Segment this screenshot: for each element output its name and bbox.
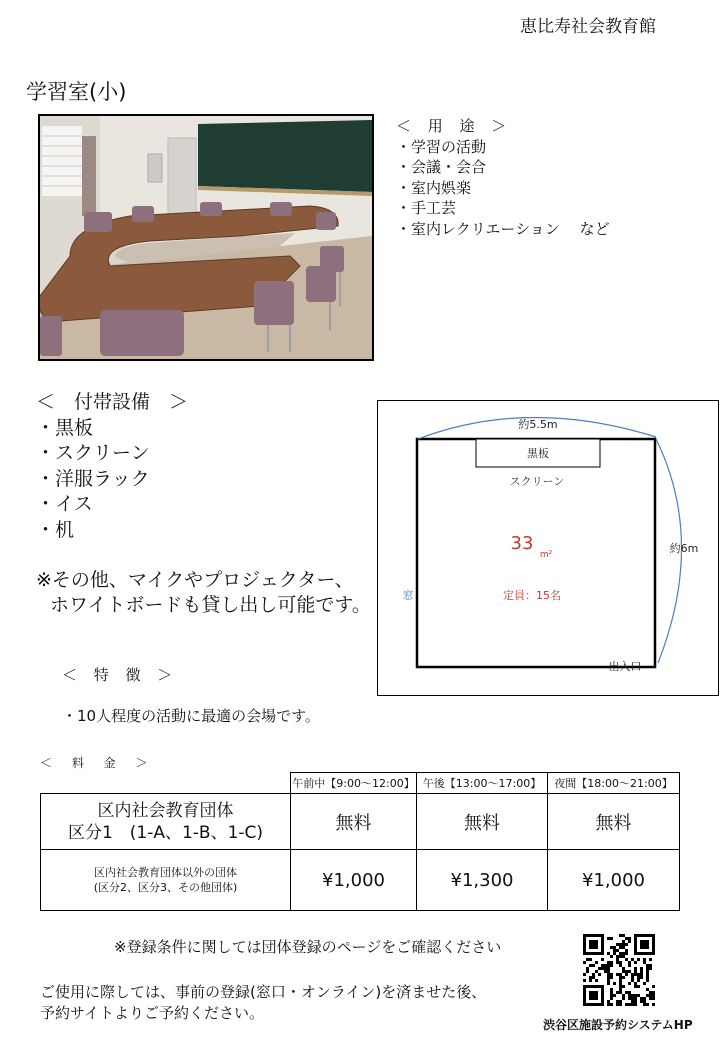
fees-group-line1: 区内社会教育団体以外の団体 bbox=[94, 866, 237, 879]
capacity-label: 定員：15名 bbox=[503, 589, 561, 602]
equipment-section bbox=[36, 390, 188, 543]
window-label: 窓 bbox=[402, 589, 414, 602]
floor-plan bbox=[377, 400, 719, 696]
features-item: ・10人程度の活動に最適の会場です。 bbox=[62, 707, 320, 725]
uses-item: ・会議・会合 bbox=[396, 158, 487, 176]
area-unit: m² bbox=[539, 550, 553, 560]
fees-group-line2: 区分1 (1-A、1-B、1-C) bbox=[67, 822, 264, 843]
fees-heading: ＜ 料 金 ＞ bbox=[40, 756, 156, 770]
floor-plan-diagram bbox=[378, 401, 718, 695]
fees-price-cell: 無料 bbox=[548, 794, 680, 850]
qr-code[interactable] bbox=[583, 934, 655, 1006]
uses-heading: ＜ 用 途 ＞ bbox=[396, 117, 513, 135]
room-outline bbox=[417, 439, 655, 667]
equipment-item: ・机 bbox=[36, 518, 75, 541]
room-photo-illustration bbox=[40, 116, 372, 359]
qr-code-graphic bbox=[583, 934, 655, 1006]
fees-col-evening: 夜間【18:00～21:00】 bbox=[548, 773, 680, 794]
screen-label: スクリーン bbox=[509, 475, 565, 488]
fees-group-line1: 区内社会教育団体 bbox=[97, 800, 234, 821]
uses-item: ・学習の活動 bbox=[396, 137, 487, 156]
reservation-system-link[interactable]: 渋谷区施設予約システムHP bbox=[543, 1018, 693, 1032]
fees-col-morning: 午前中【9:00～12:00】 bbox=[291, 773, 417, 794]
area-value: 33 bbox=[510, 533, 534, 554]
fees-price-cell: ¥1,000 bbox=[548, 850, 680, 911]
usage-note bbox=[40, 982, 486, 1023]
fees-table-corner bbox=[41, 773, 291, 794]
fees-table bbox=[40, 772, 680, 911]
fees-group-line2: (区分2、区分3、その他団体) bbox=[93, 881, 238, 894]
rental-note-line2: ホワイトボードも貸し出し可能です。 bbox=[50, 594, 371, 616]
fees-col-afternoon: 午後【13:00～17:00】 bbox=[417, 773, 548, 794]
uses-item: ・室内娯楽 bbox=[396, 178, 472, 197]
fees-price-cell: ¥1,000 bbox=[291, 850, 417, 911]
fees-price-cell: 無料 bbox=[417, 794, 548, 850]
rental-note-line1: ※その他、マイクやプロジェクター、 bbox=[36, 569, 354, 591]
table-row bbox=[41, 794, 680, 850]
uses-section bbox=[396, 116, 610, 239]
fees-group-cell bbox=[41, 850, 291, 911]
uses-item: ・手工芸 bbox=[396, 199, 457, 217]
fees-price-cell: ¥1,300 bbox=[417, 850, 548, 911]
usage-line1: ご使用に際しては、事前の登録(窓口・オンライン)を済ませた後、 bbox=[40, 983, 487, 1001]
entrance-label: 出入口 bbox=[608, 660, 642, 673]
room-photo bbox=[38, 114, 374, 361]
equipment-heading: ＜ 付帯設備 ＞ bbox=[36, 391, 189, 413]
uses-item: ・室内レクリエーション など bbox=[396, 219, 610, 238]
equipment-item: ・スクリーン bbox=[36, 442, 150, 464]
fees-price-cell: 無料 bbox=[291, 794, 417, 850]
usage-line2: 予約サイトよりご予約ください。 bbox=[40, 1003, 264, 1022]
depth-label: 約6m bbox=[669, 542, 699, 555]
fees-group-cell bbox=[41, 794, 291, 850]
features-heading bbox=[62, 664, 178, 685]
features-heading-text: ＜ 特 徴 ＞ bbox=[62, 666, 179, 684]
equipment-item: ・洋服ラック bbox=[36, 467, 150, 490]
equipment-item: ・黒板 bbox=[36, 416, 94, 439]
equipment-item: ・イス bbox=[36, 493, 93, 515]
room-title: 学習室(小) bbox=[26, 80, 127, 104]
rental-note bbox=[36, 568, 371, 618]
table-row bbox=[41, 850, 680, 911]
registration-note: ※登録条件に関しては団体登録のページをご確認ください bbox=[114, 938, 502, 956]
blackboard-label: 黒板 bbox=[527, 447, 549, 460]
width-label: 約5.5m bbox=[518, 418, 558, 431]
facility-name: 恵比寿社会教育館 bbox=[520, 17, 656, 37]
